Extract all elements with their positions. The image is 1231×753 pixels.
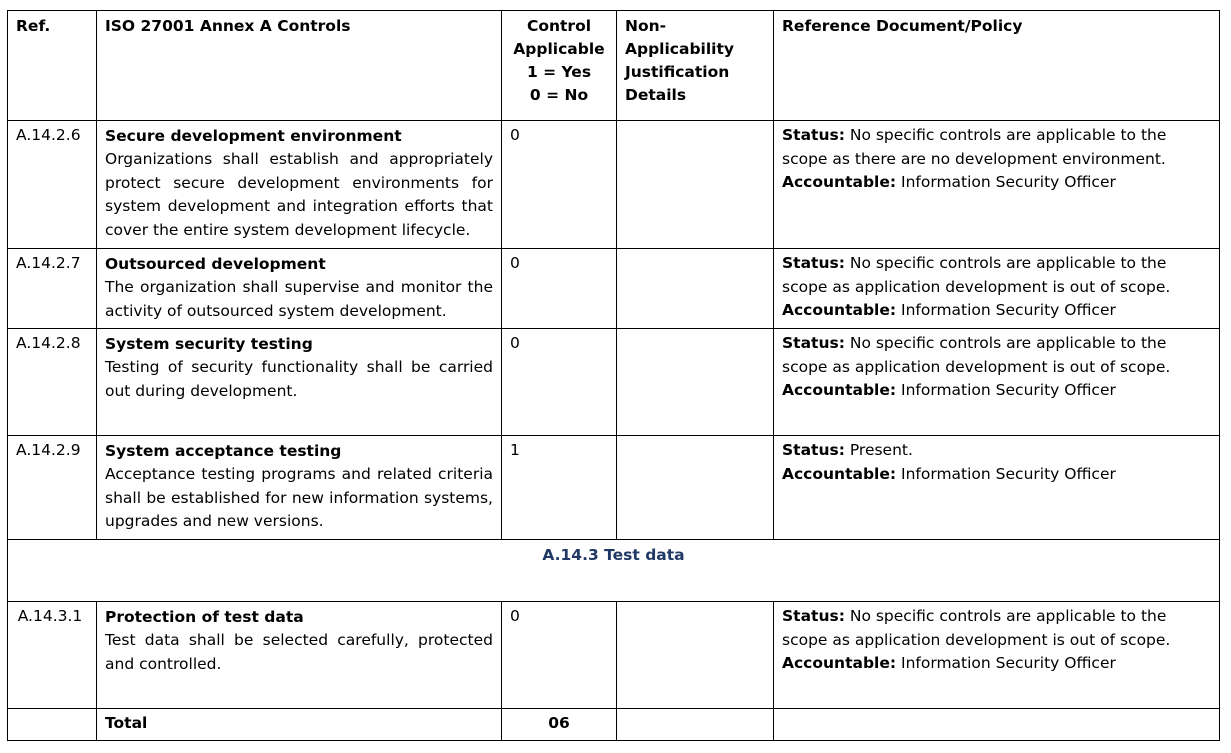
section-title: A.14.3 Test data xyxy=(8,540,1220,602)
header-applicable xyxy=(502,11,617,121)
accountable-text: Information Security Officer xyxy=(901,301,1116,319)
header-applicable-line: 0 = No xyxy=(529,86,589,104)
header-applicable-line: Applicable xyxy=(513,40,605,58)
header-nonapplicability-line: Details xyxy=(625,86,687,104)
status-line xyxy=(782,332,1211,379)
control-description: Acceptance testing programs and related criteria shall be established for new information systems, upgrades and new versions. xyxy=(105,465,493,530)
control-applicable: 1 xyxy=(502,436,617,540)
control-title: System security testing xyxy=(105,335,313,353)
control-description: Organizations shall establish and appropriately protect secure development environments for system development and integration efforts that cover the entire system development lifecycle. xyxy=(105,150,493,239)
control-justification xyxy=(617,436,774,540)
soa-table xyxy=(7,10,1220,741)
status-text: No specific controls are applicable to the scope as application development is out of scope. xyxy=(782,607,1171,649)
accountable-label: Accountable: xyxy=(782,464,897,483)
table-row xyxy=(8,329,1220,436)
header-row xyxy=(8,11,1220,121)
status-text: No specific controls are applicable to the scope as application development is out of scope. xyxy=(782,334,1171,376)
total-row xyxy=(8,709,1220,741)
accountable-text: Information Security Officer xyxy=(901,464,1116,483)
status-label: Status: xyxy=(782,254,845,272)
status-line xyxy=(782,605,1211,652)
accountable-line xyxy=(782,379,1211,403)
control-justification xyxy=(617,602,774,709)
total-empty-cell xyxy=(774,709,1220,741)
control-cell xyxy=(97,249,502,329)
total-value: 06 xyxy=(502,709,617,741)
header-nonapplicability xyxy=(617,11,774,121)
control-reference xyxy=(774,249,1220,329)
control-applicable: 0 xyxy=(502,249,617,329)
total-empty-cell xyxy=(617,709,774,741)
control-title: Secure development environment xyxy=(105,127,402,145)
header-applicable-line: Control xyxy=(526,17,592,35)
control-cell xyxy=(97,602,502,709)
accountable-label: Accountable: xyxy=(782,301,897,319)
table-row xyxy=(8,121,1220,249)
control-reference xyxy=(774,602,1220,709)
control-title: System acceptance testing xyxy=(105,442,342,460)
accountable-text: Information Security Officer xyxy=(901,381,1116,399)
control-reference xyxy=(774,329,1220,436)
control-justification xyxy=(617,329,774,436)
accountable-text: Information Security Officer xyxy=(901,173,1116,191)
accountable-label: Accountable: xyxy=(782,381,897,399)
control-cell xyxy=(97,121,502,249)
control-applicable: 0 xyxy=(502,329,617,436)
accountable-line xyxy=(782,299,1211,323)
table-row xyxy=(8,249,1220,329)
section-row xyxy=(8,540,1220,602)
control-reference xyxy=(774,121,1220,249)
control-title: Protection of test data xyxy=(105,608,304,626)
accountable-text: Information Security Officer xyxy=(901,654,1116,672)
control-cell xyxy=(97,436,502,540)
header-nonapplicability-line: Non-Applicability xyxy=(625,17,735,58)
control-ref: A.14.2.7 xyxy=(8,249,97,329)
control-applicable: 0 xyxy=(502,121,617,249)
accountable-line xyxy=(782,652,1211,676)
status-label: Status: xyxy=(782,334,845,352)
status-text: Present. xyxy=(849,441,913,459)
header-reference: Reference Document/Policy xyxy=(774,11,1220,121)
total-label: Total xyxy=(97,709,502,741)
control-title: Outsourced development xyxy=(105,255,326,273)
control-applicable: 0 xyxy=(502,602,617,709)
control-description: Testing of security functionality shall be carried out during development. xyxy=(105,358,493,400)
status-label: Status: xyxy=(782,607,845,625)
control-ref: A.14.2.6 xyxy=(8,121,97,249)
control-ref: A.14.2.8 xyxy=(8,329,97,436)
table-row xyxy=(8,602,1220,709)
table-row xyxy=(8,436,1220,540)
accountable-label: Accountable: xyxy=(782,173,897,191)
status-line xyxy=(782,439,1211,463)
header-ref: Ref. xyxy=(8,11,97,121)
status-text: No specific controls are applicable to the scope as application development is out of scope. xyxy=(782,254,1171,296)
control-justification xyxy=(617,249,774,329)
control-justification xyxy=(617,121,774,249)
accountable-line xyxy=(782,463,1211,487)
header-applicable-line: 1 = Yes xyxy=(526,63,592,81)
control-cell xyxy=(97,329,502,436)
control-reference xyxy=(774,436,1220,540)
status-label: Status: xyxy=(782,126,845,144)
accountable-label: Accountable: xyxy=(782,654,897,672)
total-empty-cell xyxy=(8,709,97,741)
accountable-line xyxy=(782,171,1211,195)
status-label: Status: xyxy=(782,441,845,459)
header-nonapplicability-line: Justification xyxy=(625,63,730,81)
status-line xyxy=(782,124,1211,171)
status-text: No specific controls are applicable to the scope as there are no development environment. xyxy=(782,126,1167,168)
control-description: Test data shall be selected carefully, protected and controlled. xyxy=(105,631,493,673)
control-description: The organization shall supervise and monitor the activity of outsourced system development. xyxy=(105,278,493,320)
control-ref: A.14.2.9 xyxy=(8,436,97,540)
status-line xyxy=(782,252,1211,299)
control-ref: A.14.3.1 xyxy=(8,602,97,709)
header-controls: ISO 27001 Annex A Controls xyxy=(97,11,502,121)
